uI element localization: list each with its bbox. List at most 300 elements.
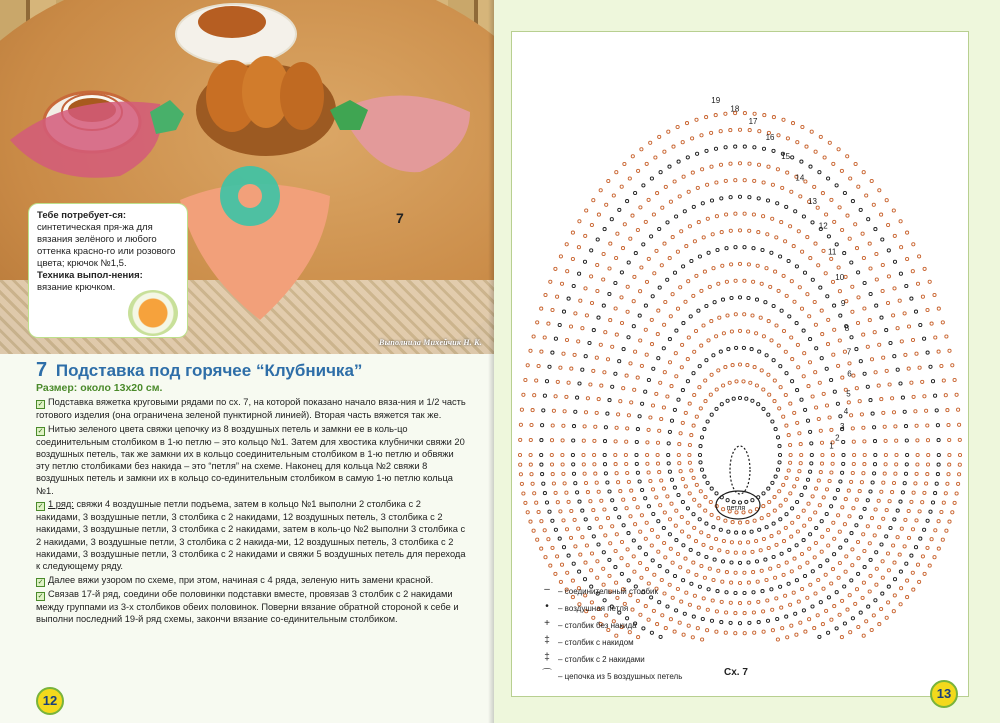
chain-stitch-mark xyxy=(746,521,749,524)
chain-stitch-mark xyxy=(742,380,745,383)
chain-stitch-mark xyxy=(791,156,794,159)
chain-stitch-mark xyxy=(830,618,833,621)
chain-stitch-mark xyxy=(948,463,951,466)
chain-stitch-mark xyxy=(883,425,886,428)
chain-stitch-mark xyxy=(951,511,954,514)
chain-stitch-mark xyxy=(628,177,631,180)
chain-stitch-mark xyxy=(731,521,734,524)
chain-stitch-mark xyxy=(852,440,855,443)
chain-stitch-mark xyxy=(678,195,681,198)
legend-row: ⌒ – цепочка из 5 воздушных петель xyxy=(538,672,682,689)
chain-stitch-mark xyxy=(742,346,745,349)
chain-stitch-mark xyxy=(850,480,853,483)
chain-stitch-mark xyxy=(663,541,666,544)
chain-stitch-mark xyxy=(519,473,522,476)
chain-stitch-mark xyxy=(625,462,628,465)
chain-stitch-mark xyxy=(646,441,649,444)
chain-stitch-mark xyxy=(911,528,914,531)
chain-stitch-mark xyxy=(801,250,804,253)
chain-stitch-mark xyxy=(773,496,776,499)
chain-stitch-mark xyxy=(772,149,775,152)
chain-stitch-mark xyxy=(869,574,872,577)
chain-stitch-mark xyxy=(926,424,929,427)
chain-stitch-mark xyxy=(695,483,698,486)
chain-stitch-mark xyxy=(892,411,895,414)
chain-stitch-mark xyxy=(785,561,788,564)
chain-stitch-mark xyxy=(914,546,917,549)
chain-stitch-mark xyxy=(831,280,834,283)
chain-stitch-mark xyxy=(881,289,884,292)
chain-stitch-mark xyxy=(790,280,793,283)
chain-stitch-mark xyxy=(782,573,785,576)
chain-stitch-mark xyxy=(658,286,661,289)
chain-stitch-mark xyxy=(650,528,653,531)
chain-stitch-mark xyxy=(606,412,609,415)
chain-stitch-mark xyxy=(689,548,692,551)
chain-stitch-mark xyxy=(554,491,557,494)
chain-stitch-mark xyxy=(934,336,937,339)
chain-stitch-mark xyxy=(859,611,862,614)
chain-stitch-mark xyxy=(556,555,559,558)
chain-stitch-mark xyxy=(848,237,851,240)
chain-stitch-mark xyxy=(602,583,605,586)
chain-stitch-mark xyxy=(673,180,676,183)
chain-stitch-mark xyxy=(937,547,940,550)
chain-stitch-mark xyxy=(663,323,666,326)
chain-stitch-mark xyxy=(642,243,645,246)
chain-stitch-mark xyxy=(916,453,919,456)
chain-stitch-mark xyxy=(626,310,629,313)
chain-stitch-mark xyxy=(681,389,684,392)
chain-stitch-mark xyxy=(620,296,623,299)
chain-stitch-mark xyxy=(825,404,828,407)
chain-stitch-mark xyxy=(820,441,823,444)
chain-stitch-mark xyxy=(776,436,779,439)
chain-stitch-mark xyxy=(622,498,625,501)
chain-stitch-mark xyxy=(863,372,866,375)
chain-stitch-mark xyxy=(830,505,833,508)
photo-step-number: 7 xyxy=(396,210,404,226)
chain-stitch-mark xyxy=(838,290,841,293)
chain-stitch-mark xyxy=(732,397,735,400)
chain-stitch-icon: • xyxy=(545,601,549,612)
chain-stitch-mark xyxy=(753,366,756,369)
chain-stitch-mark xyxy=(896,327,899,330)
chain-stitch-mark xyxy=(749,381,752,384)
chain-stitch-mark xyxy=(552,409,555,412)
row-number: 6 xyxy=(847,369,852,379)
chain-stitch-mark xyxy=(647,505,650,508)
chain-stitch-mark xyxy=(634,252,637,255)
chain-stitch-mark xyxy=(636,228,639,231)
chain-stitch-mark xyxy=(805,145,808,148)
chain-stitch-mark xyxy=(845,539,848,542)
chain-stitch-mark xyxy=(866,345,869,348)
chain-stitch-mark xyxy=(597,543,600,546)
chain-stitch-mark xyxy=(614,372,617,375)
chain-stitch-mark xyxy=(800,160,803,163)
chain-stitch-mark xyxy=(851,548,854,551)
chain-stitch-mark xyxy=(691,137,694,140)
chain-stitch-mark xyxy=(734,571,737,574)
chain-stitch-mark xyxy=(734,551,737,554)
chain-stitch-mark xyxy=(859,208,862,211)
chain-stitch-mark xyxy=(583,260,586,263)
chain-stitch-mark xyxy=(912,243,915,246)
chain-stitch-mark xyxy=(657,550,660,553)
chain-stitch-mark xyxy=(687,190,690,193)
chain-stitch-mark xyxy=(721,298,724,301)
chain-stitch-mark xyxy=(831,453,834,456)
chain-stitch-mark xyxy=(904,518,907,521)
chain-stitch-mark xyxy=(937,463,940,466)
chain-stitch-mark xyxy=(683,210,686,213)
chain-stitch-mark xyxy=(801,587,804,590)
chain-stitch-mark xyxy=(738,296,741,299)
chain-stitch-mark xyxy=(658,471,661,474)
chain-stitch-mark xyxy=(541,473,544,476)
chain-stitch-mark xyxy=(576,491,579,494)
chain-stitch-mark xyxy=(614,440,617,443)
chain-stitch-mark xyxy=(662,487,665,490)
chain-stitch-mark xyxy=(542,409,545,412)
chain-stitch-mark xyxy=(786,171,789,174)
chain-stitch-mark xyxy=(778,445,781,448)
chain-stitch-mark xyxy=(672,145,675,148)
chain-stitch-mark xyxy=(863,549,866,552)
chain-stitch-mark xyxy=(925,482,928,485)
chain-stitch-mark xyxy=(726,499,729,502)
chain-stitch-mark xyxy=(635,462,638,465)
chain-stitch-mark xyxy=(705,359,708,362)
chain-stitch-mark xyxy=(562,519,565,522)
chain-stitch-mark xyxy=(606,517,609,520)
chain-stitch-mark xyxy=(835,627,838,630)
chain-stitch-mark xyxy=(934,492,937,495)
chain-stitch-mark xyxy=(678,443,681,446)
chain-stitch-mark xyxy=(804,486,807,489)
chain-stitch-mark xyxy=(881,263,884,266)
chain-stitch-mark xyxy=(688,492,691,495)
chain-stitch-mark xyxy=(841,228,844,231)
chain-stitch-mark xyxy=(641,402,644,405)
chain-stitch-mark xyxy=(635,453,638,456)
chain-stitch-mark xyxy=(777,289,780,292)
chain-stitch-mark xyxy=(537,364,540,367)
chain-stitch-mark xyxy=(794,612,797,615)
chain-stitch-mark xyxy=(756,264,759,267)
chain-stitch-mark xyxy=(915,519,918,522)
chain-stitch-mark xyxy=(627,414,630,417)
chain-stitch-mark xyxy=(907,509,910,512)
chain-stitch-mark xyxy=(671,293,674,296)
chain-stitch-mark xyxy=(715,537,718,540)
chain-stitch-mark xyxy=(690,259,693,262)
chain-stitch-mark xyxy=(558,323,561,326)
chain-stitch-mark xyxy=(814,592,817,595)
chain-stitch-mark xyxy=(798,566,801,569)
chain-stitch-mark xyxy=(782,540,785,543)
chain-stitch-mark xyxy=(710,131,713,134)
chain-stitch-mark xyxy=(750,530,753,533)
chain-stitch-mark xyxy=(686,380,689,383)
chain-stitch-mark xyxy=(887,601,890,604)
chain-stitch-mark xyxy=(893,355,896,358)
chain-stitch-mark xyxy=(618,516,621,519)
chain-stitch-mark xyxy=(600,499,603,502)
chain-stitch-mark xyxy=(880,316,883,319)
chain-stitch-mark xyxy=(955,492,958,495)
chain-stitch-mark xyxy=(689,315,692,318)
chain-stitch-mark xyxy=(849,631,852,634)
chain-stitch-mark xyxy=(817,578,820,581)
chain-stitch-mark xyxy=(700,436,703,439)
chain-stitch-mark xyxy=(697,309,700,312)
chain-stitch-mark xyxy=(810,462,813,465)
chain-stitch-mark xyxy=(874,228,877,231)
chain-stitch-mark xyxy=(861,232,864,235)
chain-stitch-mark xyxy=(636,506,639,509)
chain-stitch-mark xyxy=(874,371,877,374)
chain-stitch-mark xyxy=(821,453,824,456)
row-number: 18 xyxy=(730,104,740,114)
chain-stitch-mark xyxy=(885,509,888,512)
chain-stitch-mark xyxy=(869,267,872,270)
chain-stitch-mark xyxy=(730,581,733,584)
chain-stitch-mark xyxy=(785,424,788,427)
chain-stitch-mark xyxy=(806,561,809,564)
chain-stitch-mark xyxy=(779,365,782,368)
chain-stitch-mark xyxy=(578,220,581,223)
chain-stitch-mark xyxy=(862,256,865,259)
chain-stitch-mark xyxy=(797,366,800,369)
legend-row: • – воздушная петля xyxy=(538,604,682,621)
chain-stitch-mark xyxy=(775,543,778,546)
chain-stitch-mark xyxy=(559,510,562,513)
chain-stitch-mark xyxy=(887,223,890,226)
chain-stitch-mark xyxy=(596,560,599,563)
chain-stitch-mark xyxy=(554,267,557,270)
chain-stitch-mark xyxy=(667,453,670,456)
chain-stitch-mark xyxy=(848,362,851,365)
chain-stitch-mark xyxy=(830,257,833,260)
chain-stitch-mark xyxy=(688,461,691,464)
chain-stitch-mark xyxy=(666,495,669,498)
chain-stitch-mark xyxy=(893,578,896,581)
chain-stitch-mark xyxy=(627,480,630,483)
chain-stitch-mark xyxy=(662,347,665,350)
chain-stitch-mark xyxy=(592,199,595,202)
chain-stitch-mark xyxy=(775,236,778,239)
chain-stitch-mark xyxy=(767,320,770,323)
chain-stitch-mark xyxy=(759,549,762,552)
chain-stitch-mark xyxy=(716,590,719,593)
chain-stitch-mark xyxy=(811,605,814,608)
chain-stitch-mark xyxy=(609,542,612,545)
chain-stitch-mark xyxy=(903,545,906,548)
chain-stitch-mark xyxy=(820,520,823,523)
chain-stitch-mark xyxy=(769,567,772,570)
chain-stitch-mark xyxy=(637,169,640,172)
chain-stitch-mark xyxy=(819,286,822,289)
chain-stitch-mark xyxy=(816,614,819,617)
chain-stitch-mark xyxy=(632,300,635,303)
chain-stitch-mark xyxy=(698,585,701,588)
chain-stitch-mark xyxy=(863,566,866,569)
chain-stitch-mark xyxy=(880,398,883,401)
chain-stitch-mark xyxy=(851,200,854,203)
chain-stitch-mark xyxy=(819,565,822,568)
chain-stitch-mark xyxy=(955,393,958,396)
chain-stitch-mark xyxy=(581,327,584,330)
chain-stitch-mark xyxy=(734,246,737,249)
chain-stitch-mark xyxy=(802,375,805,378)
chain-stitch-mark xyxy=(735,531,738,534)
chain-stitch-mark xyxy=(627,532,630,535)
chain-stitch-mark xyxy=(892,481,895,484)
chain-stitch-mark xyxy=(929,510,932,513)
chain-stitch-mark xyxy=(868,542,871,545)
chain-stitch-mark xyxy=(727,348,730,351)
chain-stitch-mark xyxy=(603,228,606,231)
chain-stitch-mark xyxy=(914,410,917,413)
chain-stitch-mark xyxy=(775,324,778,327)
chain-stitch-mark xyxy=(720,231,723,234)
chain-stitch-mark xyxy=(827,544,830,547)
chain-stitch-mark xyxy=(567,297,570,300)
chain-stitch-mark xyxy=(614,453,617,456)
chain-stitch-mark xyxy=(767,513,770,516)
chain-stitch-mark xyxy=(857,572,860,575)
chain-stitch-mark xyxy=(666,395,669,398)
chain-stitch-mark xyxy=(681,530,684,533)
chain-stitch-mark xyxy=(594,425,597,428)
chain-stitch-mark xyxy=(667,442,670,445)
chain-stitch-mark xyxy=(743,179,746,182)
chain-stitch-mark xyxy=(633,570,636,573)
chain-stitch-mark xyxy=(958,473,961,476)
chain-stitch-mark xyxy=(644,328,647,331)
chain-stitch-mark xyxy=(798,432,801,435)
chain-stitch-mark xyxy=(806,293,809,296)
chain-stitch-mark xyxy=(839,314,842,317)
chain-stitch-mark xyxy=(927,453,930,456)
chain-stitch-mark xyxy=(743,612,746,615)
row-number: 14 xyxy=(795,173,805,183)
chain-stitch-mark xyxy=(779,504,782,507)
chain-stitch-mark xyxy=(686,156,689,159)
chain-stitch-mark xyxy=(762,335,765,338)
chain-stitch-mark xyxy=(916,563,919,566)
chain-stitch-mark xyxy=(702,324,705,327)
chain-stitch-mark xyxy=(833,328,836,331)
chain-stitch-mark xyxy=(688,225,691,228)
chain-stitch-mark xyxy=(644,220,647,223)
chain-stitch-mark xyxy=(905,463,908,466)
chain-stitch-mark xyxy=(838,561,841,564)
chain-stitch-mark xyxy=(936,473,939,476)
chain-stitch-mark xyxy=(866,385,869,388)
chain-stitch-mark xyxy=(540,350,543,353)
chain-stitch-mark xyxy=(903,312,906,315)
chain-stitch-mark xyxy=(681,421,684,424)
chain-stitch-mark xyxy=(692,476,695,479)
chain-stitch-mark xyxy=(857,296,860,299)
chain-stitch-mark xyxy=(795,322,798,325)
chain-stitch-mark xyxy=(711,233,714,236)
chain-stitch-mark xyxy=(882,481,885,484)
chain-stitch-mark xyxy=(771,629,774,632)
chain-stitch-mark xyxy=(778,461,781,464)
chain-stitch-mark xyxy=(596,263,599,266)
chain-stitch-mark xyxy=(522,393,525,396)
chain-stitch-mark xyxy=(814,541,817,544)
chain-stitch-mark xyxy=(734,179,737,182)
chain-stitch-mark xyxy=(666,278,669,281)
chain-stitch-mark xyxy=(695,118,698,121)
chain-stitch-mark xyxy=(697,221,700,224)
chain-stitch-mark xyxy=(668,533,671,536)
chain-stitch-mark xyxy=(599,343,602,346)
chain-stitch-mark xyxy=(791,521,794,524)
chain-stitch-mark xyxy=(928,280,931,283)
chain-stitch-mark xyxy=(822,587,825,590)
chain-stitch-mark xyxy=(684,300,687,303)
chain-stitch-mark xyxy=(593,463,596,466)
technique-heading: Техника выпол-нения: xyxy=(37,270,143,281)
chain-stitch-mark xyxy=(559,366,562,369)
chain-stitch-mark xyxy=(840,169,843,172)
chain-stitch-mark xyxy=(831,568,834,571)
chain-stitch-mark xyxy=(825,367,828,370)
chain-stitch-mark xyxy=(532,335,535,338)
chain-stitch-mark xyxy=(675,539,678,542)
chain-stitch-mark xyxy=(933,293,936,296)
chain-stitch-mark xyxy=(656,453,659,456)
chain-stitch-mark xyxy=(629,515,632,518)
chain-stitch-mark xyxy=(811,395,814,398)
chain-stitch-mark xyxy=(858,490,861,493)
chain-stitch-mark xyxy=(595,517,598,520)
chain-stitch-mark xyxy=(664,185,667,188)
chain-stitch-mark xyxy=(898,299,901,302)
chain-stitch-mark xyxy=(710,165,713,168)
chain-stitch-mark xyxy=(762,388,765,391)
chain-stitch-mark xyxy=(612,194,615,197)
chain-stitch-mark xyxy=(873,440,876,443)
chain-stitch-mark xyxy=(863,440,866,443)
chain-stitch-mark xyxy=(839,415,842,418)
chain-stitch-mark xyxy=(724,112,727,115)
chain-stitch-mark xyxy=(705,149,708,152)
chain-stitch-mark xyxy=(830,378,833,381)
chain-stitch-mark xyxy=(743,279,746,282)
diagram-rings xyxy=(518,112,961,642)
chain-stitch-mark xyxy=(918,580,921,583)
chain-stitch-mark xyxy=(958,438,961,441)
chain-stitch-mark xyxy=(875,567,878,570)
chain-stitch-mark xyxy=(529,453,532,456)
chain-stitch-mark xyxy=(722,384,725,387)
chain-stitch-mark xyxy=(583,578,586,581)
chain-stitch-mark xyxy=(877,499,880,502)
chain-stitch-mark xyxy=(626,471,629,474)
chain-stitch-mark xyxy=(702,543,705,546)
loop-ring xyxy=(730,446,750,494)
row-number: 10 xyxy=(835,273,845,283)
chain-stitch-mark xyxy=(559,255,562,258)
chain-stitch-mark xyxy=(542,482,545,485)
